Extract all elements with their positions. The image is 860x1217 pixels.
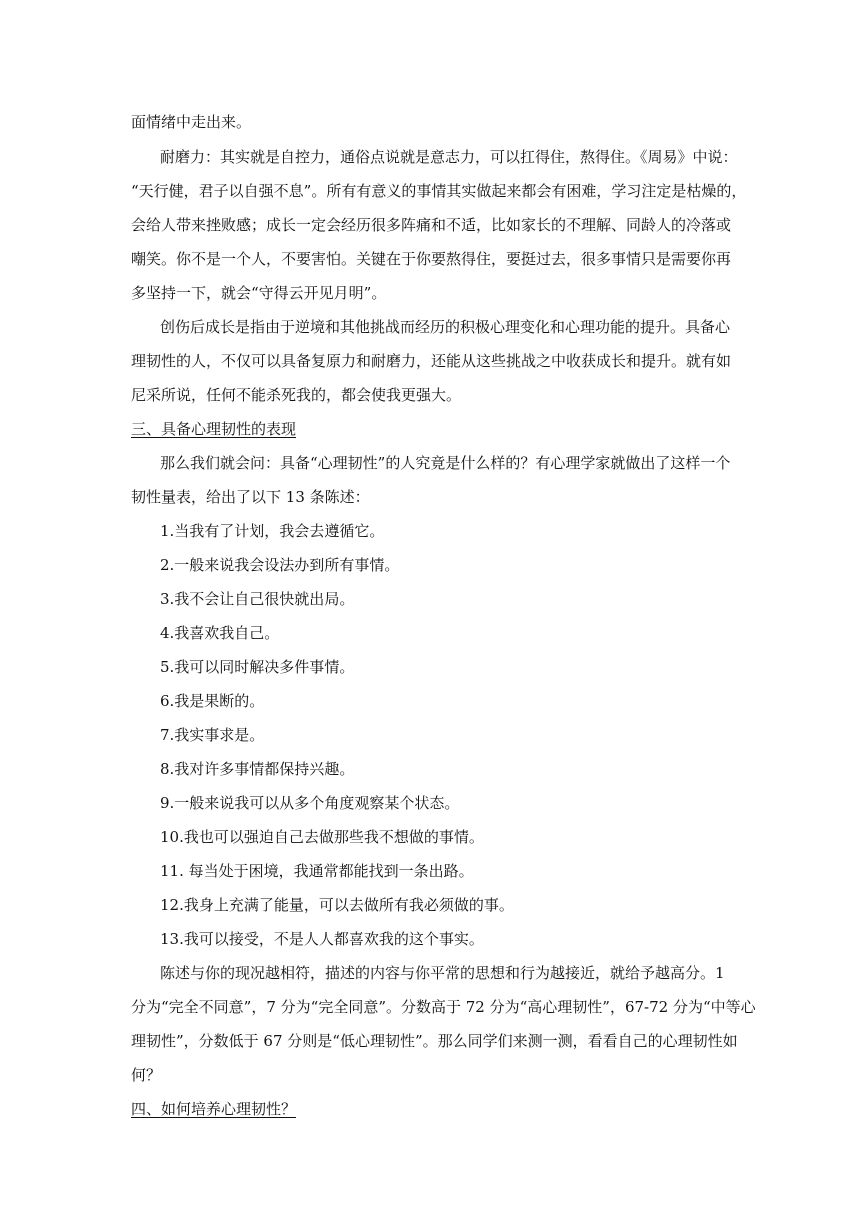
- paragraph-line: 嘲笑。你不是一个人，不要害怕。关键在于你要熬得住，要挺过去，很多事情只是需要你再: [131, 250, 732, 268]
- list-item: 3.我不会让自己很快就出局。: [160, 590, 355, 608]
- paragraph-line: 理韧性的人，不仅可以具备复原力和耐磨力，还能从这些挑战之中收获成长和提升。就有如: [131, 352, 732, 370]
- section-heading: 三、具备心理韧性的表现: [131, 420, 297, 438]
- paragraph-line: “天行健，君子以自强不息”。所有有意义的事情其实做起来都会有困难，学习注定是枯燥的，: [131, 182, 747, 200]
- paragraph-line: 陈述与你的现况越相符，描述的内容与你平常的思想和行为越接近，就给予越高分。1: [160, 964, 725, 982]
- list-item: 13.我可以接受，不是人人都喜欢我的这个事实。: [160, 930, 484, 948]
- list-item: 10.我也可以强迫自己去做那些我不想做的事情。: [160, 828, 484, 846]
- list-item: 2.一般来说我会设法办到所有事情。: [160, 556, 400, 574]
- paragraph-line: 会给人带来挫败感；成长一定会经历很多阵痛和不适，比如家长的不理解、同龄人的冷落或: [131, 216, 732, 234]
- list-item: 7.我实事求是。: [160, 726, 265, 744]
- list-item: 11. 每当处于困境，我通常都能找到一条出路。: [160, 862, 474, 880]
- paragraph-line: 何？: [131, 1066, 162, 1084]
- list-item: 1.当我有了计划，我会去遵循它。: [160, 522, 385, 540]
- paragraph-line: 创伤后成长是指由于逆境和其他挑战而经历的积极心理变化和心理功能的提升。具备心: [160, 318, 731, 336]
- list-item: 6.我是果断的。: [160, 692, 265, 710]
- paragraph-line: 分为“完全不同意”，7 分为“完全同意”。分数高于 72 分为“高心理韧性”，67-72 分为“中等心: [131, 998, 756, 1016]
- list-item: 4.我喜欢我自己。: [160, 624, 280, 642]
- list-item: 12.我身上充满了能量，可以去做所有我必须做的事。: [160, 896, 514, 914]
- paragraph-line: 那么我们就会问：具备“心理韧性”的人究竟是什么样的？有心理学家就做出了这样一个: [160, 454, 731, 472]
- list-item: 5.我可以同时解决多件事情。: [160, 658, 355, 676]
- paragraph-line: 多坚持一下，就会“守得云开见月明”。: [131, 284, 387, 302]
- paragraph-line: 理韧性”，分数低于 67 分则是“低心理韧性”。那么同学们来测一测，看看自己的心理韧性如: [131, 1032, 738, 1050]
- paragraph-line: 尼采所说，任何不能杀死我的，都会使我更强大。: [131, 386, 462, 404]
- section-heading: 四、如何培养心理韧性？: [131, 1100, 297, 1118]
- paragraph-line: 耐磨力：其实就是自控力，通俗点说就是意志力，可以扛得住，熬得住。《周易》中说：: [160, 148, 738, 166]
- list-item: 8.我对许多事情都保持兴趣。: [160, 760, 355, 778]
- list-item: 9.一般来说我可以从多个角度观察某个状态。: [160, 794, 460, 812]
- paragraph-line: 韧性量表，给出了以下 13 条陈述：: [131, 488, 370, 506]
- paragraph-line: 面情绪中走出来。: [131, 113, 252, 131]
